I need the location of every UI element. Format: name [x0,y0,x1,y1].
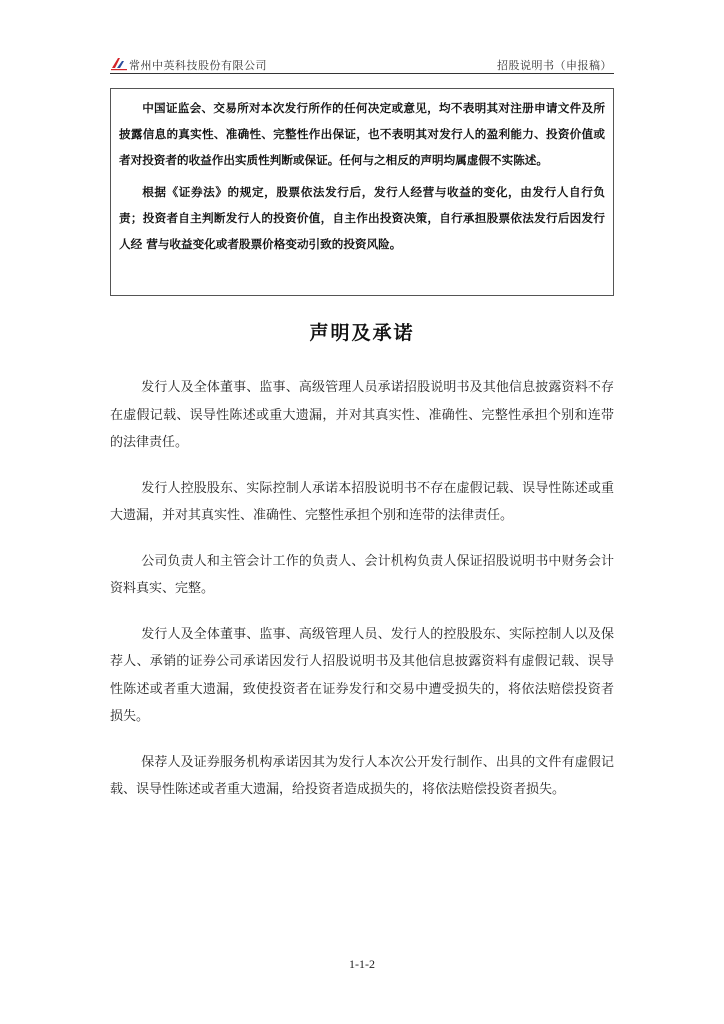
company-logo-icon [110,56,128,72]
statement-paragraph: 发行人及全体董事、监事、高级管理人员、发行人的控股股东、实际控制人以及保荐人、承销的证券公司承诺因发行人招股说明书及其他信息披露资料有虚假记载、误导性陈述或者重大遗漏，致使投资者在证券发行和交易中遭受损失的，将依法赔偿投资者损失。 [110,626,614,724]
notice-paragraph: 根据《证券法》的规定，股票依法发行后，发行人经营与收益的变化，由发行人自行负责；投资者自主判断发行人的投资价值，自主作出投资决策，自行承担股票依法发行后因发行人经 营与收益变化或者股票价格变动引致的投资风险。 [119,185,605,251]
statements-body [110,374,614,822]
statement-paragraph: 发行人控股股东、实际控制人承诺本招股说明书不存在虚假记载、误导性陈述或重大遗漏，并对其真实性、准确性、完整性承担个别和连带的法律责任。 [110,480,614,523]
statement-paragraph: 保荐人及证券服务机构承诺因其为发行人本次公开发行制作、出具的文件有虚假记载、误导性陈述或者重大遗漏，给投资者造成损失的，将依法赔偿投资者损失。 [110,754,614,797]
notice-paragraph: 中国证监会、交易所对本次发行所作的任何决定或意见，均不表明其对注册申请文件及所披露信息的真实性、准确性、完整性作出保证，也不表明其对发行人的盈利能力、投资价值或者对投资者的收益作出实质性判断或保证。任何与之相反的声明均属虚假不实陈述。 [119,101,605,167]
statement-paragraph: 公司负责人和主管会计工作的负责人、会计机构负责人保证招股说明书中财务会计资料真实、完整。 [110,553,614,596]
document-type: 招股说明书（申报稿） [497,59,612,72]
company-name: 常州中英科技股份有限公司 [129,59,267,72]
statement-paragraph: 发行人及全体董事、监事、高级管理人员承诺招股说明书及其他信息披露资料不存在虚假记载、误导性陈述或重大遗漏，并对其真实性、准确性、完整性承担个别和连带的法律责任。 [110,380,614,450]
page-header [110,54,614,74]
page-number: 1-1-2 [349,957,375,971]
regulatory-notice-box [110,88,614,296]
header-divider [110,73,614,74]
section-title: 声明及承诺 [309,322,415,344]
